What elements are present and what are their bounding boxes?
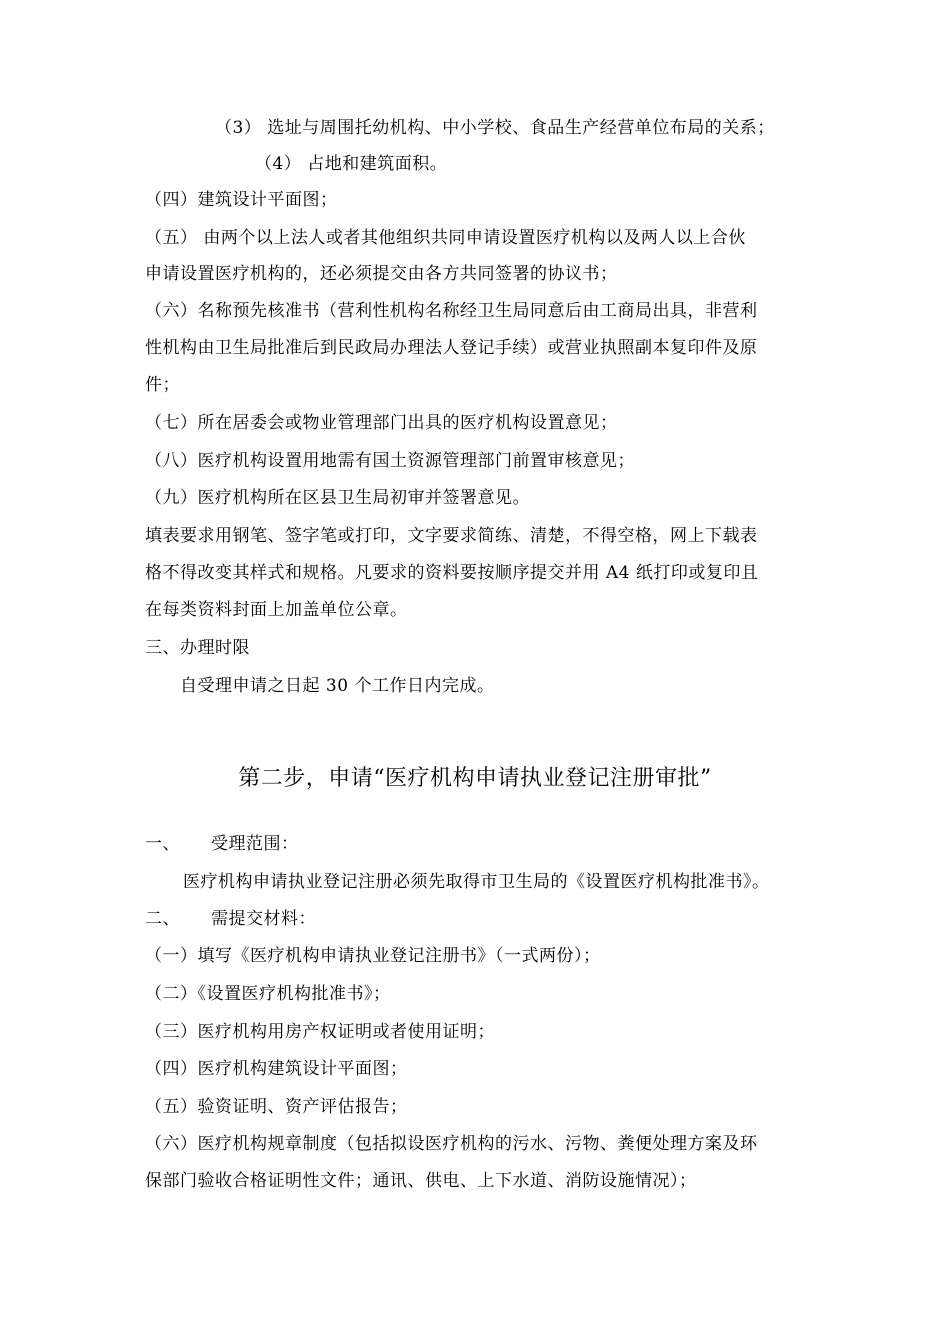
list-item: （四）医疗机构建筑设计平面图； bbox=[145, 1059, 408, 1079]
list-item: （六）医疗机构规章制度（包括拟设医疗机构的污水、污物、粪便处理方案及环 bbox=[145, 1134, 758, 1154]
doc-line: （4） 占地和建筑面积。 bbox=[255, 154, 448, 174]
section-number: 一、 bbox=[145, 834, 180, 854]
doc-line: （四）建筑设计平面图； bbox=[145, 190, 338, 210]
list-item: （三）医疗机构用房产权证明或者使用证明； bbox=[145, 1022, 495, 1042]
doc-line: 性机构由卫生局批准后到民政局办理法人登记手续）或营业执照副本复印件及原 bbox=[145, 338, 758, 358]
doc-line: （八）医疗机构设置用地需有国土资源管理部门前置审核意见； bbox=[145, 451, 635, 471]
doc-line: 自受理申请之日起 30 个工作日内完成。 bbox=[180, 676, 495, 696]
list-item: 保部门验收合格证明性文件；通讯、供电、上下水道、消防设施情况）； bbox=[145, 1171, 697, 1191]
doc-line: （七）所在居委会或物业管理部门出具的医疗机构设置意见； bbox=[145, 413, 618, 433]
doc-line: 在每类资料封面上加盖单位公章。 bbox=[145, 600, 408, 620]
list-item: （二）《设置医疗机构批准书》； bbox=[145, 984, 391, 1004]
doc-line: 件； bbox=[145, 375, 180, 395]
section-heading: 三、办理时限 bbox=[145, 638, 250, 658]
doc-line: （五） 由两个以上法人或者其他组织共同申请设置医疗机构以及两人以上合伙 bbox=[145, 228, 746, 248]
doc-line: （3） 选址与周围托幼机构、中小学校、食品生产经营单位布局的关系； bbox=[215, 118, 775, 138]
doc-line: 申请设置医疗机构的，还必须提交由各方共同签署的协议书； bbox=[145, 264, 618, 284]
step2-heading: 第二步，申请“医疗机构申请执业登记注册审批” bbox=[238, 766, 712, 791]
section-title: 受理范围： bbox=[211, 834, 299, 854]
doc-line: 填表要求用钢笔、签字笔或打印，文字要求简练、清楚，不得空格，网上下载表 bbox=[145, 526, 758, 546]
list-item: （一）填写《医疗机构申请执业登记注册书》（一式两份）； bbox=[145, 946, 601, 966]
doc-line: 医疗机构申请执业登记注册必须先取得市卫生局的《设置医疗机构批准书》。 bbox=[183, 872, 770, 892]
doc-line: （九）医疗机构所在区县卫生局初审并签署意见。 bbox=[145, 488, 530, 508]
doc-line: 格不得改变其样式和规格。凡要求的资料要按顺序提交并用 A4 纸打印或复印且 bbox=[145, 563, 759, 583]
section-heading bbox=[145, 833, 299, 855]
doc-line: （六）名称预先核准书（营利性机构名称经卫生局同意后由工商局出具，非营利 bbox=[145, 301, 758, 321]
section-title: 需提交材料： bbox=[211, 909, 316, 929]
list-item: （五）验资证明、资产评估报告； bbox=[145, 1097, 408, 1117]
section-heading bbox=[145, 908, 316, 930]
section-number: 二、 bbox=[145, 909, 180, 929]
